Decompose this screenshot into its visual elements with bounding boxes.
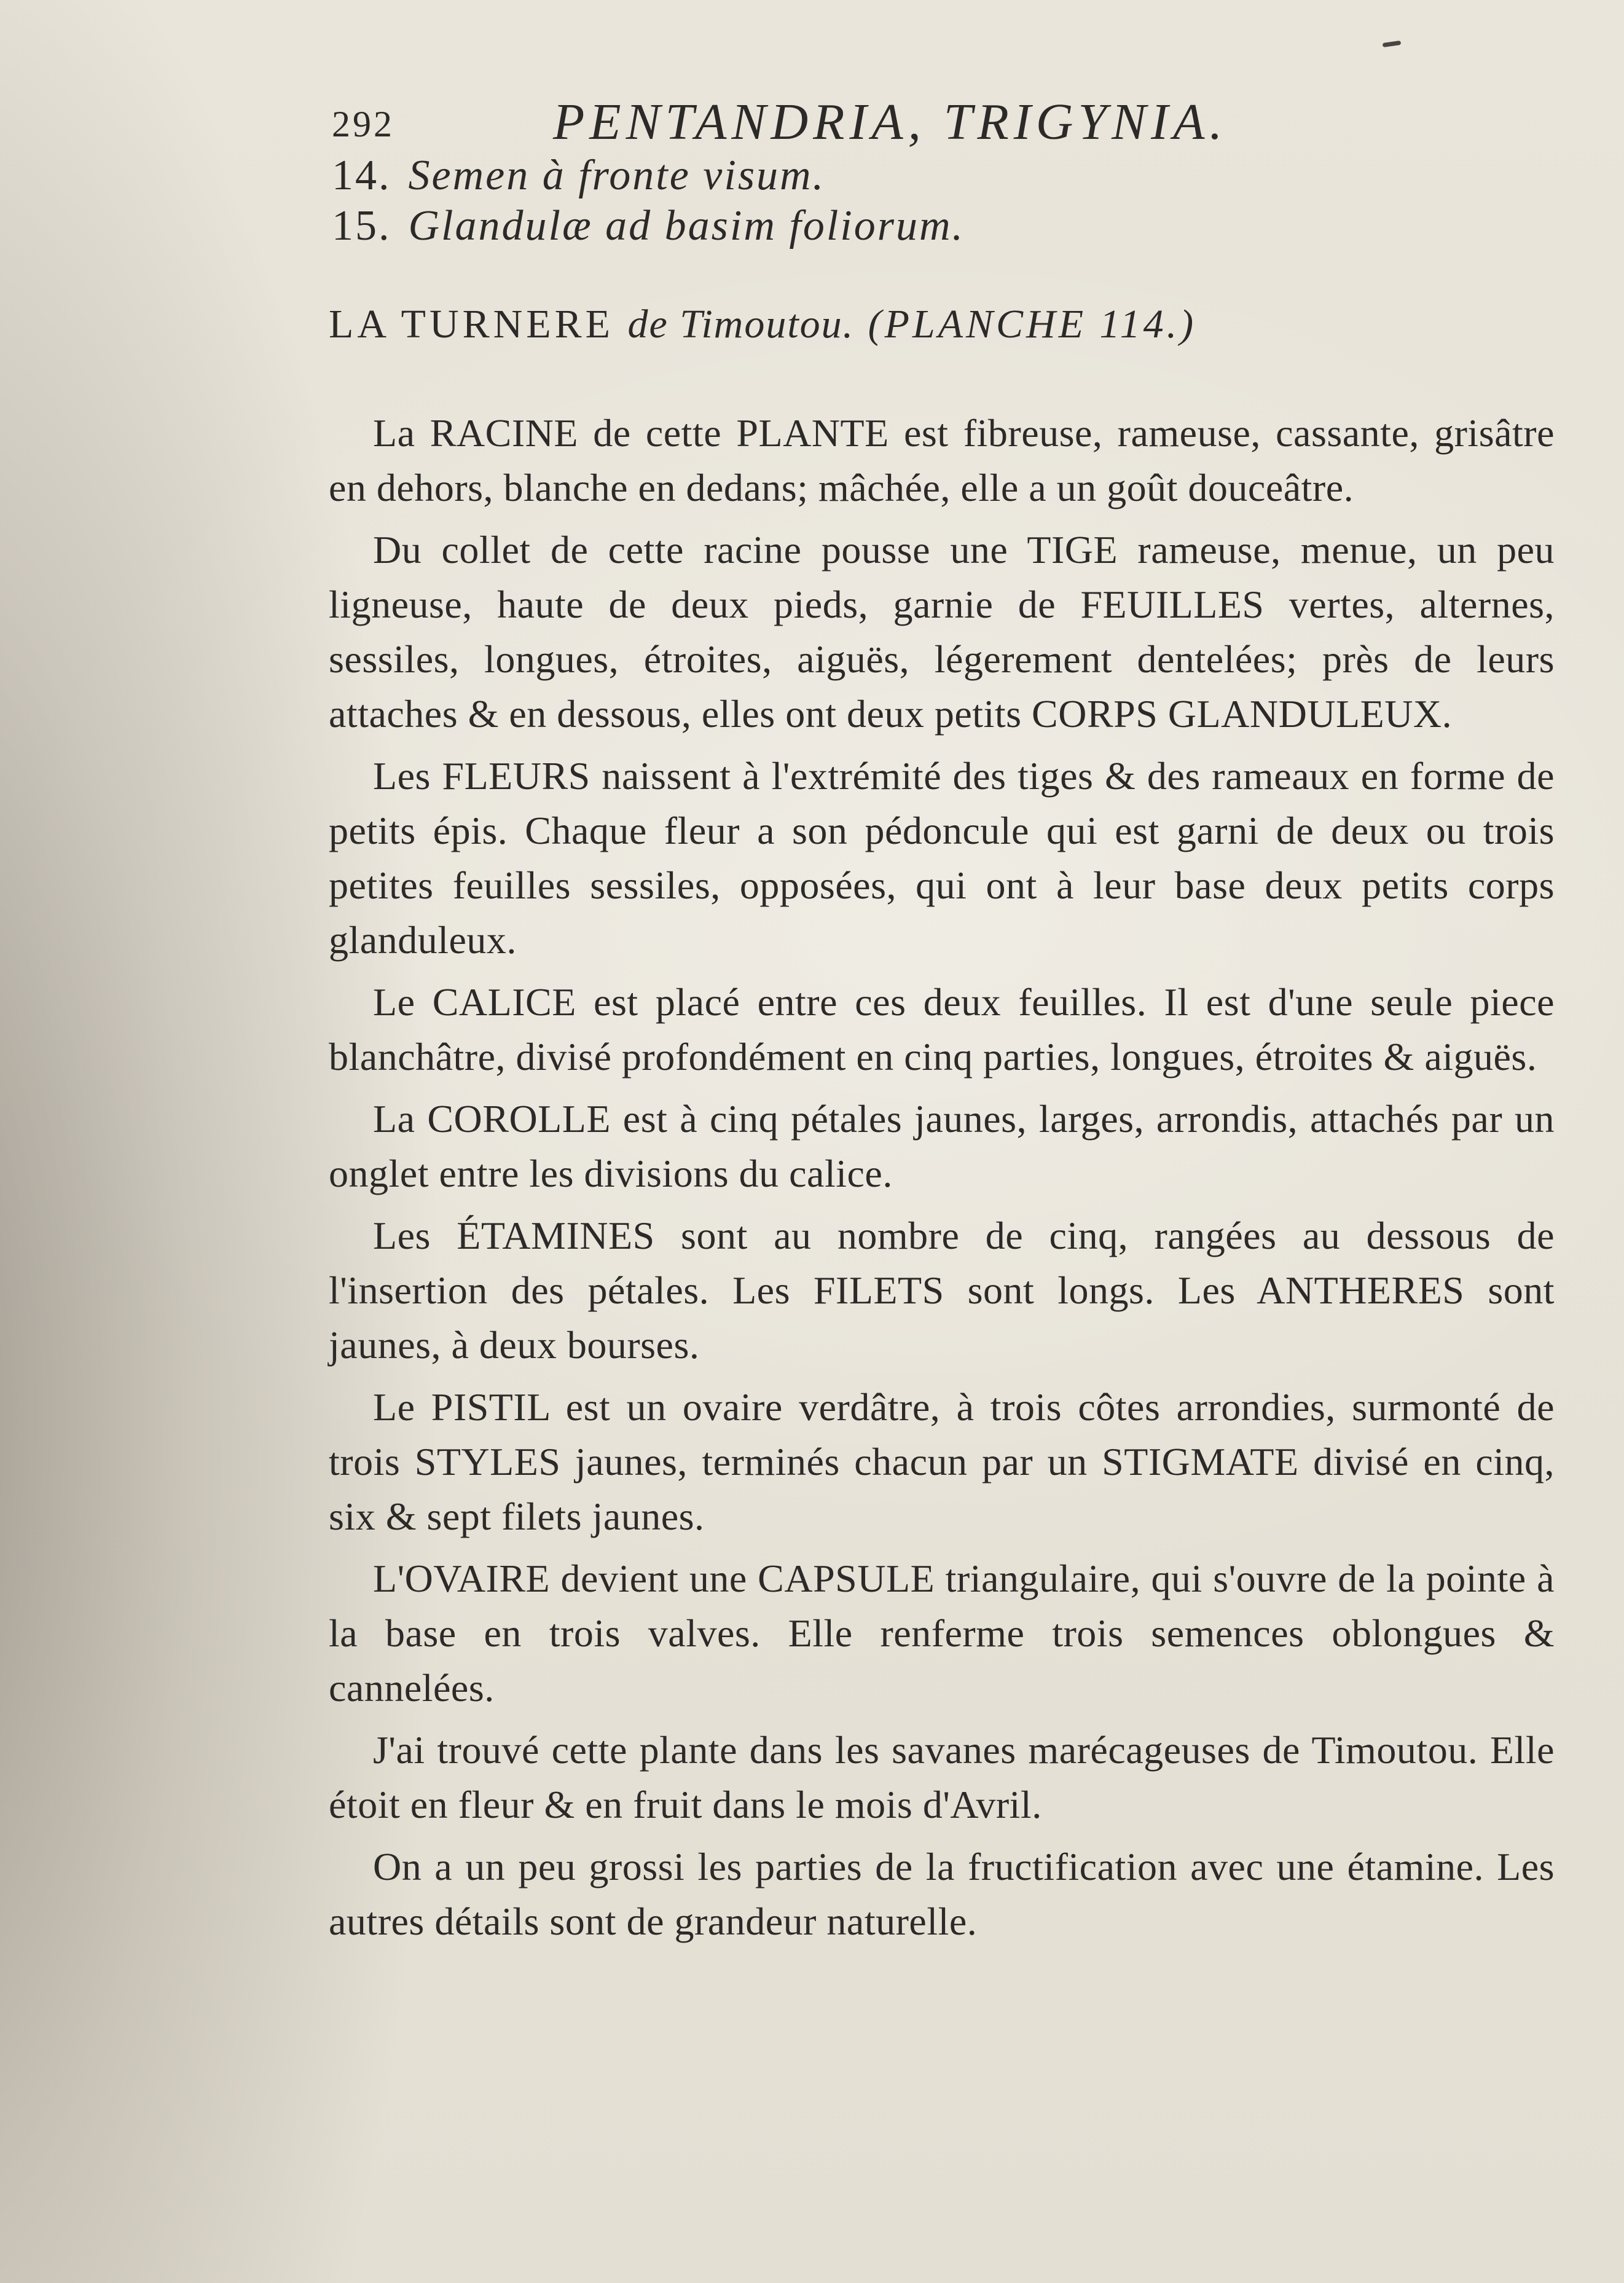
paragraph-ovaire: L'OVAIRE devient une CAPSULE triangulaire, qui s'ouvre de la pointe à la base en trois valves. Elle renferme trois semences oblongues & cannelées. — [329, 1557, 1555, 1710]
page-number: 292 — [332, 104, 394, 144]
legend-text: Glandulæ ad basim foliorum. — [408, 202, 965, 250]
legend-item — [332, 201, 1315, 251]
plant-location: de Timoutou. — [627, 302, 855, 347]
plant-name: LA TURNERE — [329, 302, 614, 347]
legend-number: 15. — [332, 202, 391, 250]
paragraph-note: On a un peu grossi les parties de la fructification avec une étamine. Les autres détails sont de grandeur naturelle. — [329, 1845, 1555, 1943]
plate-reference: (PLANCHE 114.) — [868, 302, 1197, 347]
paragraph-pistil: Le PISTIL est un ovaire verdâtre, à trois côtes arrondies, surmonté de trois STYLES jaunes, terminés chacun par un STIGMATE divisé en cinq, six & sept filets jaunes. — [329, 1385, 1555, 1538]
paragraph-calice: Le CALICE est placé entre ces deux feuilles. Il est d'une seule piece blanchâtre, divisé profondément en cinq parties, longues, étroites & aiguës. — [329, 980, 1555, 1079]
legend-item — [332, 151, 1315, 201]
ink-mark — [1383, 41, 1402, 47]
figure-legend — [332, 151, 1315, 251]
legend-text: Semen à fronte visum. — [408, 152, 826, 199]
paragraph-etamines: Les ÉTAMINES sont au nombre de cinq, rangées au dessous de l'insertion des pétales. Les FILETS sont longs. Les ANTHERES sont jaunes, à deux bourses. — [329, 1214, 1555, 1367]
section-heading — [329, 301, 1196, 348]
description-text — [329, 406, 1555, 1956]
paragraph-habitat: J'ai trouvé cette plante dans les savanes marécageuses de Timoutou. Elle étoit en fleur & en fruit dans le mois d'Avril. — [329, 1728, 1555, 1826]
paragraph-corolle: La COROLLE est à cinq pétales jaunes, larges, arrondis, attachés par un onglet entre les divisions du calice. — [329, 1097, 1555, 1195]
paragraph-racine: La RACINE de cette PLANTE est fibreuse, rameuse, cassante, grisâtre en dehors, blanche en dedans; mâchée, elle a un goût douceâtre. — [329, 411, 1555, 509]
legend-number: 14. — [332, 152, 391, 199]
header-title: PENTANDRIA, TRIGYNIA. — [553, 93, 1228, 151]
paragraph-tige: Du collet de cette racine pousse une TIGE rameuse, menue, un peu ligneuse, haute de deux pieds, garnie de FEUILLES vertes, alternes, sessiles, longues, étroites, aiguës, légerement dentelées; près de leurs attaches & en dessous, elles ont deux petits CORPS GLANDULEUX. — [329, 528, 1555, 736]
paragraph-fleurs: Les FLEURS naissent à l'extrémité des tiges & des rameaux en forme de petits épis. Chaque fleur a son pédoncule qui est garni de deux ou trois petites feuilles sessiles, opposées, qui ont à leur base deux petits corps glanduleux. — [329, 754, 1555, 962]
